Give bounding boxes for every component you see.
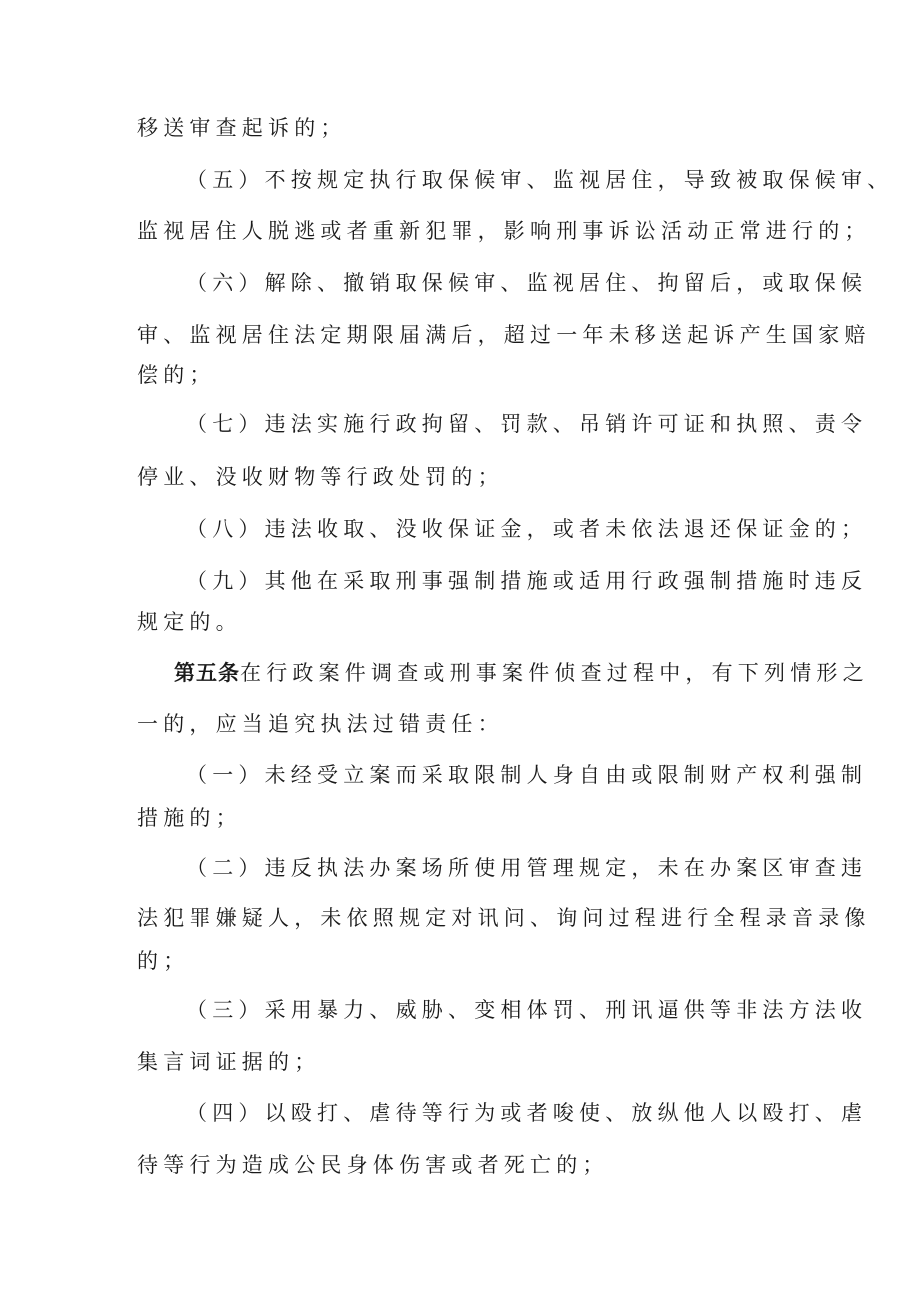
text-line: （八）违法收取、没收保证金，或者未依法退还保证金的；: [186, 517, 868, 541]
text-line: （六）解除、撤销取保候审、监视居住、拘留后，或取保候: [186, 271, 868, 295]
text-line: 停业、没收财物等行政处罚的；: [137, 465, 504, 489]
text-line: （四）以殴打、虐待等行为或者唆使、放纵他人以殴打、虐: [186, 1101, 868, 1125]
text-line: 集言词证据的；: [137, 1050, 321, 1074]
text-line: （一）未经受立案而采取限制人身自由或限制财产权利强制: [186, 763, 868, 787]
text-line: 一的，应当追究执法过错责任：: [137, 712, 504, 736]
text-line: 法犯罪嫌疑人，未依照规定对讯问、询问过程进行全程录音录像: [137, 906, 871, 930]
text-line: 的；: [137, 949, 190, 973]
text-line: 措施的；: [137, 806, 242, 830]
article-heading-line: 第五条在行政案件调查或刑事案件侦查过程中，有下列情形之: [174, 660, 869, 685]
text-line: （三）采用暴力、威胁、变相体罚、刑讯逼供等非法方法收: [186, 998, 868, 1022]
text-line: （九）其他在采取刑事强制措施或适用行政强制措施时违反: [186, 569, 868, 593]
text-line: 监视居住人脱逃或者重新犯罪，影响刑事诉讼活动正常进行的；: [137, 219, 871, 243]
text-line: （二）违反执法办案场所使用管理规定，未在办案区审查违: [186, 856, 868, 880]
text-line: 偿的；: [137, 363, 216, 387]
text-line: （七）违法实施行政拘留、罚款、吊销许可证和执照、责令: [186, 412, 868, 436]
text-line: 审、监视居住法定期限届满后，超过一年未移送起诉产生国家赔: [137, 323, 871, 347]
article-number: 第五条: [174, 660, 240, 685]
text-line: （五）不按规定执行取保候审、监视居住，导致被取保候审、: [186, 168, 894, 192]
text-line: 待等行为造成公民身体伤害或者死亡的；: [137, 1153, 609, 1177]
text-line: 规定的。: [137, 610, 242, 634]
text-line: 移送审查起诉的；: [137, 116, 347, 140]
